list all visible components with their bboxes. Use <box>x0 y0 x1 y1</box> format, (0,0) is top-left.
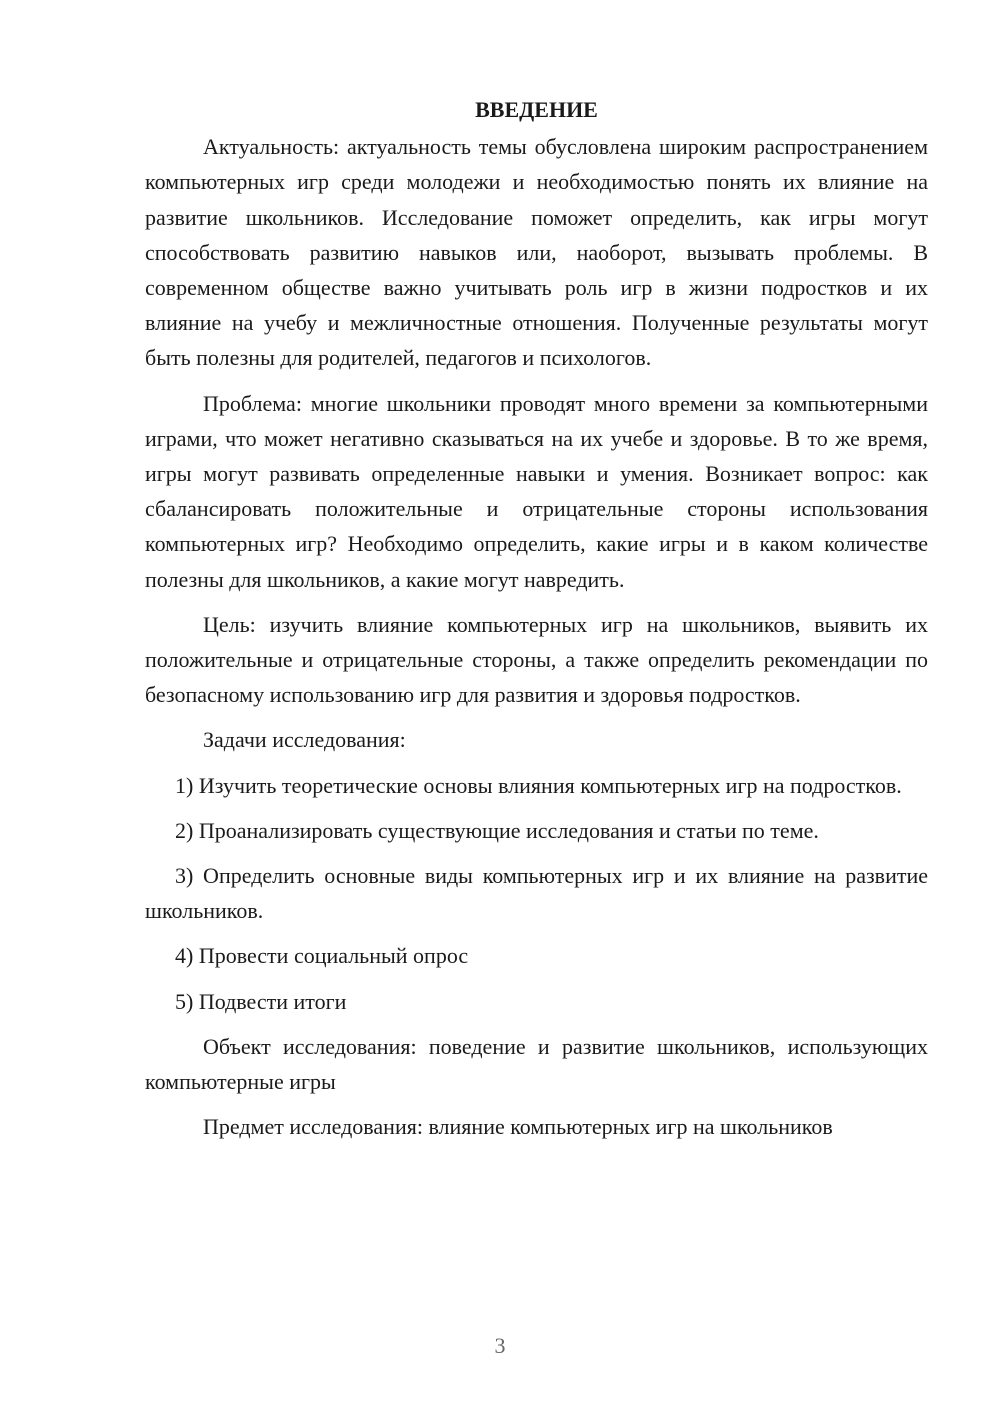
task-item: 3) Определить основные виды компьютерных игр и их влияние на развитие школьников. <box>145 863 928 924</box>
page-number: 3 <box>494 1333 506 1358</box>
relevance-paragraph: Актуальность: актуальность темы обусловлена широким распространением компьютерных игр среди молодежи и необходимостью понять их влияние на развитие школьников. Исследование поможет определить, как игры могут способствовать развитию навыков или, наоборот, вызывать проблемы. В современном обществе важно учитывать роль игр в жизни подростков и их влияние на учебу и межличностные отношения. Полученные результаты могут быть полезны для родителей, педагогов и психологов. <box>145 134 928 371</box>
problem-paragraph: Проблема: многие школьники проводят много времени за компьютерными играми, что может негативно сказываться на их учебе и здоровье. В то же время, игры могут развивать определенные навыки и умения. Возникает вопрос: как сбалансировать положительные и отрицательные стороны использования компьютерных игр? Необходимо определить, какие игры и в каком количестве полезны для школьников, а какие могут навредить. <box>145 390 928 592</box>
task-item: 2) Проанализировать существующие исследования и статьи по теме. <box>175 817 819 843</box>
subject-paragraph: Предмет исследования: влияние компьютерных игр на школьников <box>203 1114 833 1140</box>
task-item: 1) Изучить теоретические основы влияния компьютерных игр на подростков. <box>175 772 902 798</box>
goal-paragraph: Цель: изучить влияние компьютерных игр на школьников, выявить их положительные и отрицательные стороны, а также определить рекомендации по безопасному использованию игр для развития и здоровья подростков. <box>145 611 928 708</box>
page-content <box>145 92 928 1154</box>
task-item: 5) Подвести итоги <box>175 988 347 1014</box>
page-title: ВВЕДЕНИЕ <box>475 97 598 122</box>
task-item: 4) Провести социальный опрос <box>175 943 469 969</box>
tasks-heading: Задачи исследования: <box>203 727 406 753</box>
object-paragraph: Объект исследования: поведение и развитие школьников, использующих компьютерные игры <box>145 1033 928 1095</box>
